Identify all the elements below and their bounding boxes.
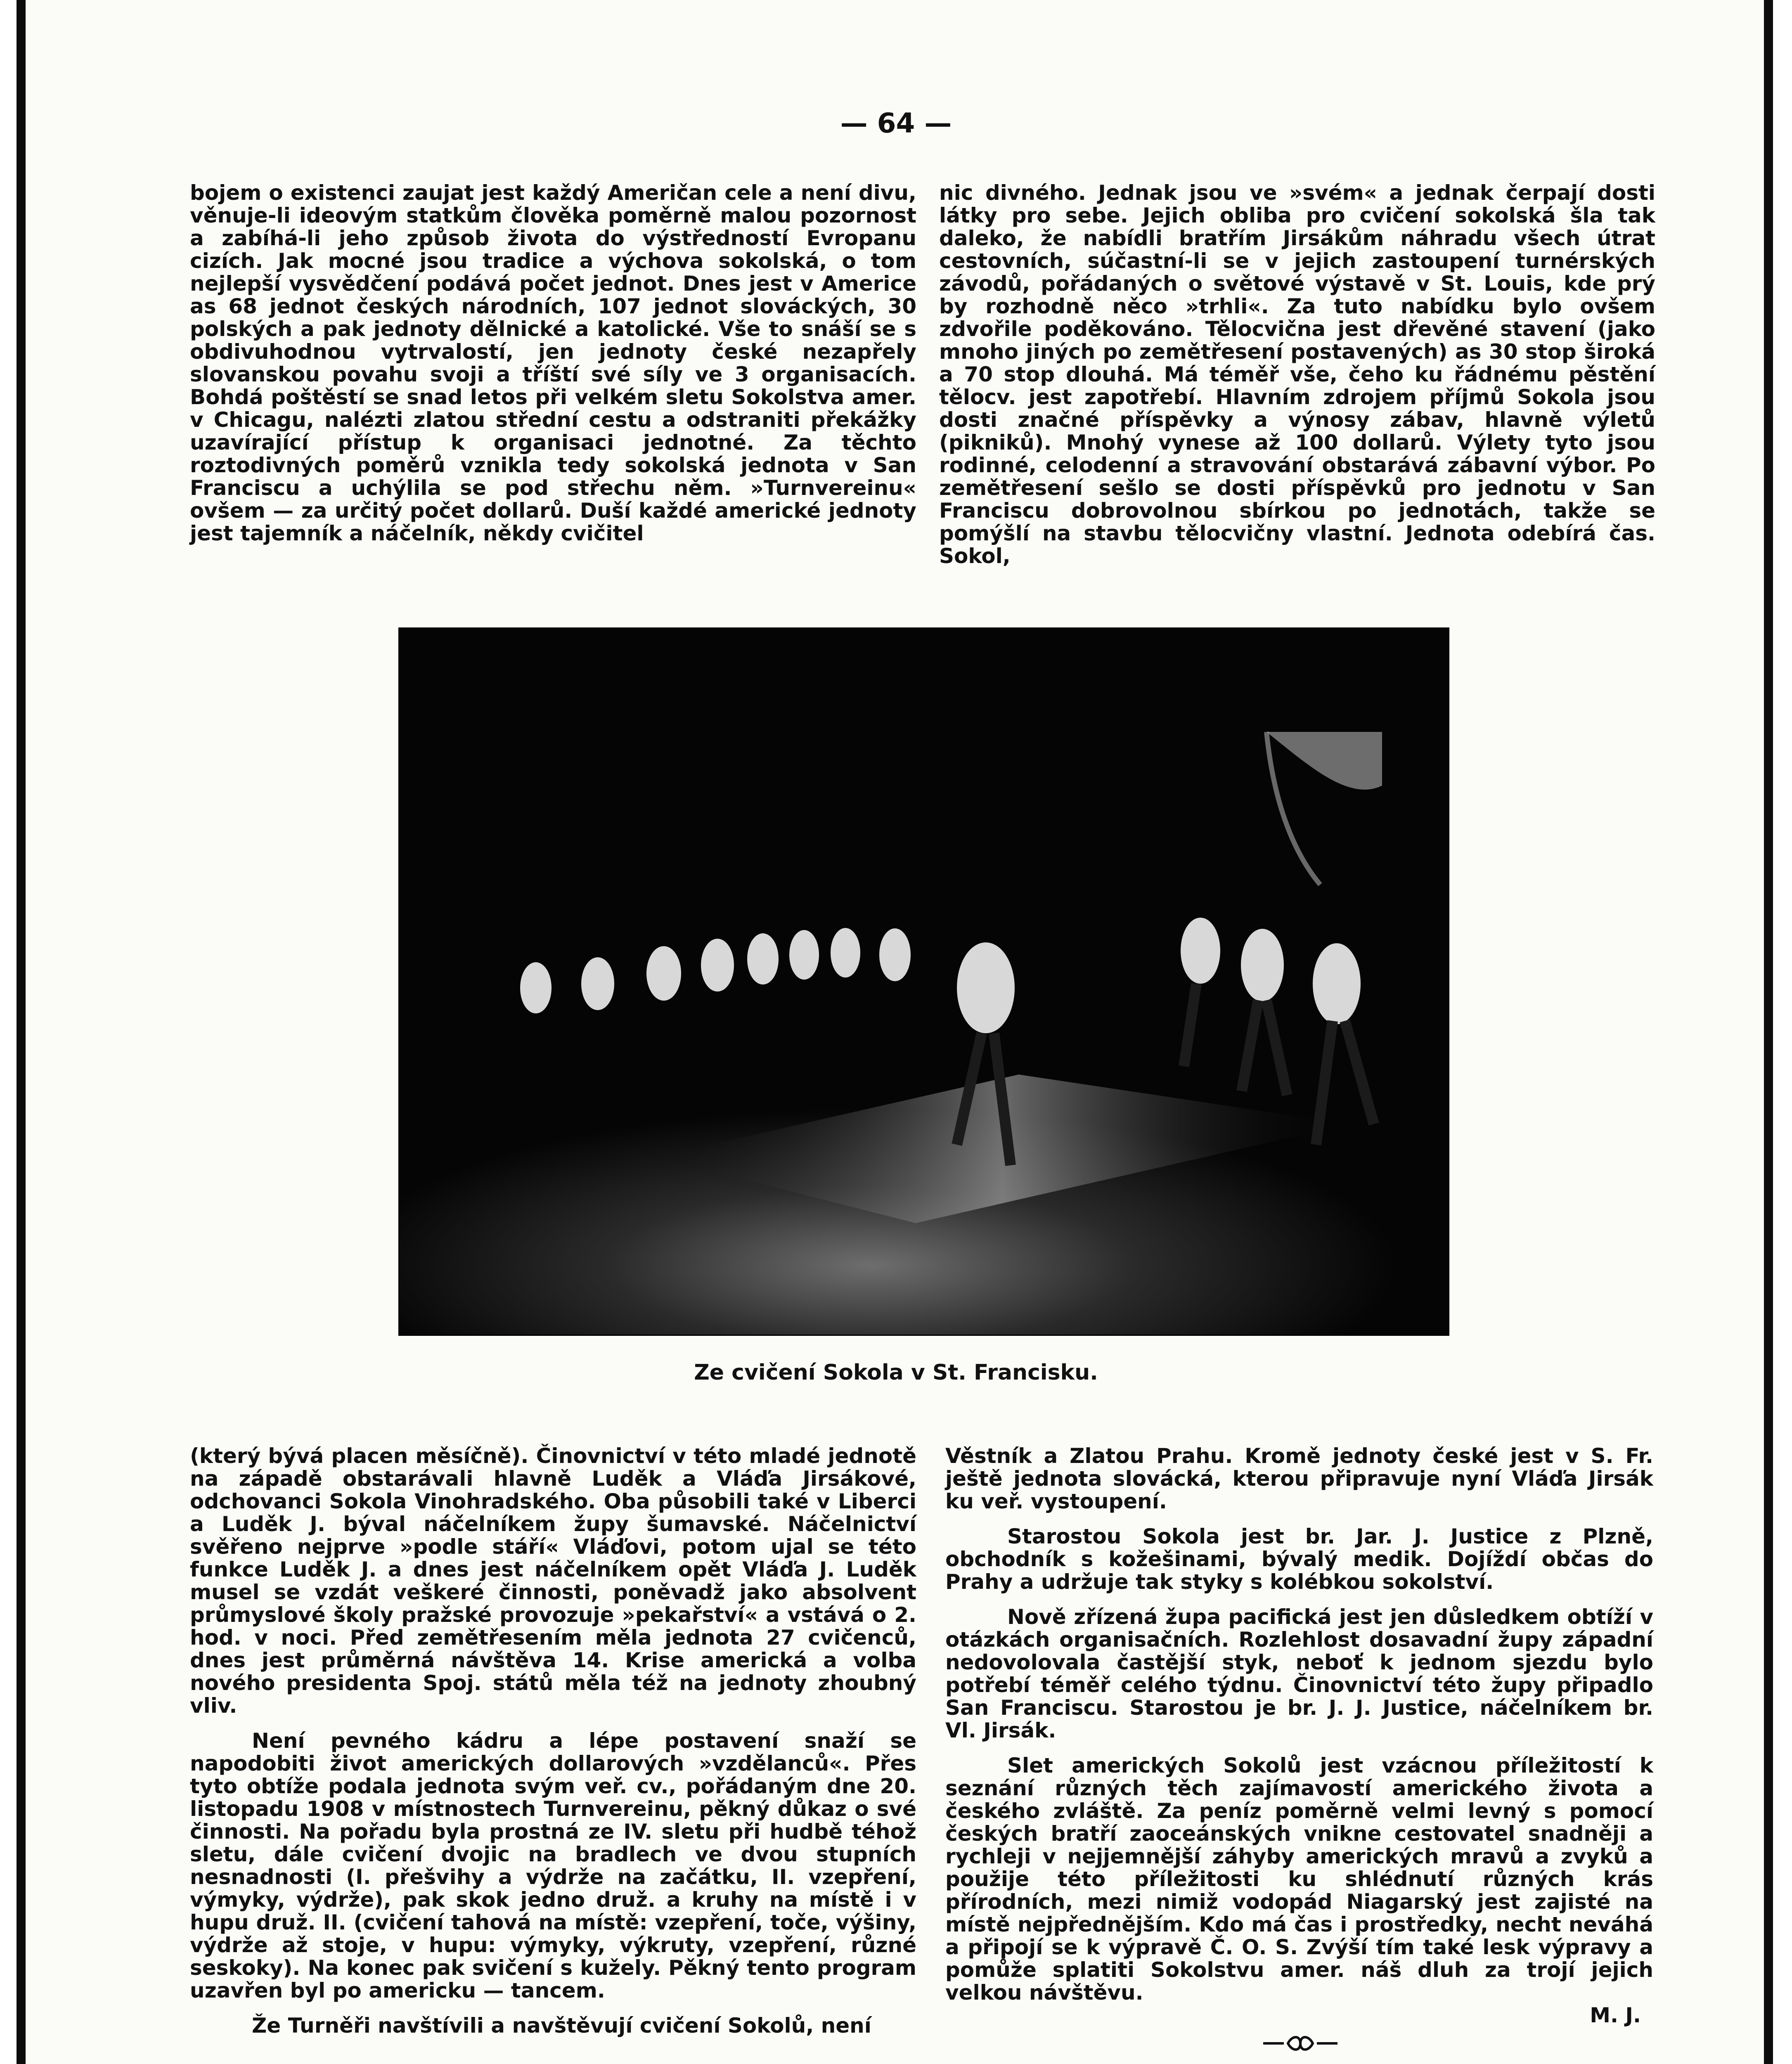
author-signature: M. J. — [1590, 2003, 1641, 2027]
bottom-left-column — [190, 1445, 916, 2037]
gymnastics-photo — [398, 627, 1449, 1336]
paragraph: Starostou Sokola jest br. Jar. J. Justice z Plzně, obchodník s kožešinami, bývalý medik. Dojíždí občas do Prahy a udržuje tak styky s kolébkou sokolství. — [945, 1524, 1653, 1594]
paragraph: Není pevného kádru a lépe postavení snaží se napodobiti život amerických dollarových »vzdělanců«. Přes tyto obtíže podala jednota svým veř. cv., pořádaným dne 20. listopadu 1908 v místnostech Turnvereinu, pěkný důkaz o své činnosti. Na pořadu byla prostná ze IV. sletu při hudbě téhož sletu, dále cvičení dvojic na bradlech ve dvou stupních nesnadnosti (I. přešvihy a výdrže na začátku, II. vzepření, výmyky, výdrže), pak skok jedno druž. a kruhy na místě i v hupu druž. II. (cvičení tahová na místě: vzepření, toče, výšiny, výdrže až stoje, v hupu: výmyky, výkruty, vzepření, různé seskoky). Na konec pak svičení s kužely. Pěkný tento program uzavřen byl po americku — tancem. — [190, 1729, 916, 2002]
ornament-icon — [1259, 2033, 1342, 2054]
paragraph: Slet amerických Sokolů jest vzácnou příležitostí k seznání různých těch zajímavostí amerického života a českého zvláště. Za peníz poměrně velmi levný s pomocí českých bratří zaoceánských vnikne cestovatel snadněji a rychleji v nejjemnější záhyby amerických mravů a zvyků a použije této příležitosti ku shlédnutí různých krás přírodních, mezi nimiž vodopád Niagarský jest zajisté na místě nejpřednějším. Kdo má čas i prostředky, necht neváhá a připojí se k výpravě Č. O. S. Zvýší tím také lesk výpravy a pomůže splatiti Sokolstvu amer. náš dluh za trojí jejich velkou návštěvu. — [945, 1754, 1653, 2005]
paragraph: nic divného. Jednak jsou ve »svém« a jednak čerpají dosti látky pro sebe. Jejich obliba pro cvičení sokolská šla tak daleko, že nabídli bratřím Jirsákům náhradu všech útrat cestovních, súčastní-li se v jejich zastoupení turnérských závodů, pořádaných o světové výstavě v St. Louis, kde prý by rozhodně něco »trhli«. Za tuto nabídku bylo ovšem zdvořile poděkováno. Tělocvična jest dřevěné stavení (jako mnoho jiných po zemětřesení postavených) as 30 stop široká a 70 stop dlouhá. Má téměř vše, čeho ku řádnému pěstění tělocv. jest zapotřebí. Hlavním zdrojem příjmů Sokola jsou dosti značné příspěvky a výnosy zábav, hlavně výletů (pikniků). Mnohý vynese až 100 dollarů. Výlety tyto jsou rodinné, celodenní a stravování obstarává zábavní výbor. Po zemětřesení sešlo se dosti příspěvků pro jednotu v San Franciscu dobrovolnou sbírkou po jednotách, takže se pomýšlí na stavbu tělocvičny vlastní. Jednota odebírá čas. Sokol, — [939, 181, 1655, 568]
page-number: — 64 — — [840, 107, 952, 139]
top-right-column — [939, 182, 1655, 568]
top-left-column — [190, 182, 916, 545]
paragraph: Věstník a Zlatou Prahu. Kromě jednoty české jest v S. Fr. ještě jednota slovácká, kterou připravuje nyní Vláďa Jirsák ku veř. vystoupení. — [945, 1444, 1653, 1513]
paragraph: Že Turněři navštívili a navštěvují cvičení Sokolů, není — [252, 2014, 871, 2038]
paragraph: (který bývá placen měsíčně). Činovnictví v této mladé jednotě na západě obstarávali hlavně Luděk a Vláďa Jirsákové, odchovanci Sokola Vinohradského. Oba působili také v Liberci a Luděk J. býval náčelníkem župy šumavské. Náčelnictví svěřeno nejprve »podle stáří« Vláďovi, potom ujal se této funkce Luděk J. a dnes jest náčelníkem opět Vláďa J. Luděk musel se vzdát veškeré činnosti, poněvadž jako absolvent průmyslové školy pražské provozuje »pekařství« a vstává o 2. hod. v noci. Před zemětřesením měla jednota 27 cvičenců, dnes jest průměrná návštěva 14. Krise americká a volba nového presidenta Spoj. států měla též na jednoty zhoubný vliv. — [190, 1444, 916, 1718]
paragraph: Nově zřízená župa pacifická jest jen důsledkem obtíží v otázkách organisačních. Rozlehlost dosavadní župy západní nedovolovala častější styk, neboť k jednom sjezdu bylo potřebí téměř celého týdnu. Činovnictví této župy připadlo San Franciscu. Starostou je br. J. J. Justice, náčelníkem br. Vl. Jirsák. — [945, 1605, 1653, 1742]
photo-caption: Ze cvičení Sokola v St. Francisku. — [694, 1360, 1098, 1385]
paragraph: bojem o existenci zaujat jest každý Američan cele a není divu, věnuje-li ideovým statkům člověka poměrně malou pozornost a zabíhá-li jeho způsob života do výstředností Evropanu cizích. Jak mocné jsou tradice a výchova sokolská, o tom nejlepší vysvědčení podává počet jednot. Dnes jest v Americe as 68 jednot českých národních, 107 jednot slováckých, 30 polských a pak jednoty dělnické a katolické. Vše to snáší se s obdivuhodnou vytrvalostí, jen jednoty české nezapřely slovanskou povahu svoji a tříští své síly ve 3 organisacích. Bohdá poštěstí se snad letos při velkém sletu Sokolstva amer. v Chicagu, nalézti zlatou střední cestu a odstraniti překážky uzavírající přístup k organisaci jednotné. Za těchto roztodivných poměrů vznikla tedy sokolská jednota v San Franciscu a uchýlila se pod střechu něm. »Turnvereinu« ovšem — za určitý počet dollarů. Duší každé americké jednoty jest tajemník a náčelník, někdy cvičitel — [190, 181, 916, 545]
bottom-right-column — [945, 1445, 1653, 2027]
photo-illustration — [400, 629, 1448, 1335]
